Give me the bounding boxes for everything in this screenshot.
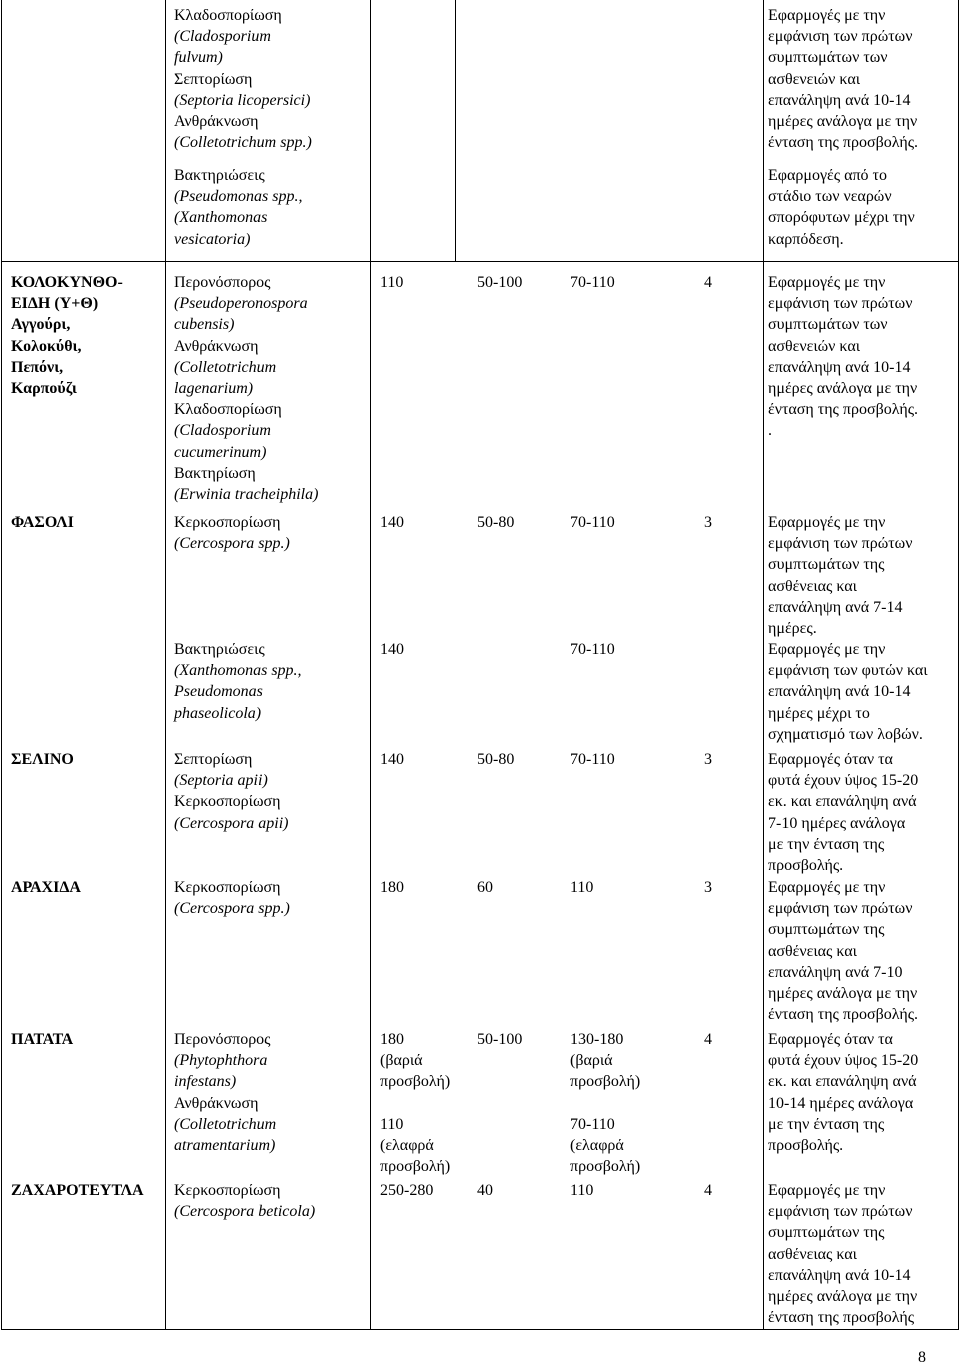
notes-text-line: συμπτωμάτων των: [768, 49, 888, 67]
notes-text-line: συμπτωμάτων των: [768, 316, 888, 334]
interval-value-line: (βαριά: [570, 1052, 613, 1070]
interval-value: [570, 877, 593, 898]
notes-text-line: με την ένταση της: [768, 1115, 885, 1133]
disease-name-line: (Cercospora apii): [174, 814, 289, 832]
notes-text-line: ημέρες ανάλογα με την: [768, 380, 918, 398]
dose-value-line: 110: [380, 1115, 404, 1133]
interval-value-line: [570, 1093, 640, 1114]
notes-text-line: συμπτωμάτων της: [768, 556, 885, 574]
crop-name-line: ΠΑΤΑΤΑ: [11, 1031, 74, 1048]
disease-name-line: (Cercospora spp.): [174, 900, 290, 918]
notes-text-line: εμφάνιση των πρώτων: [768, 28, 913, 46]
applications-value: [704, 1029, 712, 1050]
water-value-line: 50-100: [477, 1031, 523, 1048]
water-value: [477, 272, 522, 293]
notes-text-line: επανάληψη ανά 7-10: [768, 963, 903, 981]
disease-name-line: (Phytophthora: [174, 1052, 268, 1070]
notes-text-line: συμπτωμάτων της: [768, 921, 885, 939]
notes-text-line: προσβολής.: [768, 857, 844, 875]
disease-name-line: (Xanthomonas: [174, 209, 268, 227]
crop-name: [11, 1029, 73, 1050]
dose-value-line: 180: [380, 879, 404, 896]
notes-text-line: φυτά έχουν ύψος 15-20: [768, 772, 919, 790]
notes-text-line: ασθένειας και: [768, 1245, 857, 1263]
notes-text-line: ένταση της προσβολής.: [768, 134, 919, 152]
crop-name-line: ΑΡΑΧΙΔΑ: [11, 879, 81, 896]
border-bottom: [1, 1329, 959, 1330]
dose-value-line: 140: [380, 514, 404, 531]
disease-name-line: cucumerinum): [174, 443, 267, 461]
crop-name-line: ΣΕΛΙΝΟ: [11, 751, 74, 768]
notes-text-line: επανάληψη ανά 10-14: [768, 683, 911, 701]
dose-value: [380, 749, 404, 770]
interval-value-line: 70-110: [570, 1115, 615, 1133]
crop-name-line: Πεπόνι,: [11, 358, 64, 376]
notes-text-line: Εφαρμογές με την: [768, 1182, 886, 1199]
dose-value: [380, 512, 404, 533]
crop-name-line: Κολοκύθι,: [11, 337, 82, 355]
notes-text: [768, 1029, 918, 1156]
notes-text-line: εμφάνιση των πρώτων: [768, 900, 913, 918]
disease-name-line: Κλαδοσπορίωση: [174, 7, 282, 24]
interval-value: [570, 272, 615, 293]
disease-name-line: Ανθράκνωση: [174, 1094, 259, 1112]
disease-name-line: Κερκοσπορίωση: [174, 793, 281, 811]
notes-text-line: εμφάνιση των πρώτων: [768, 295, 913, 313]
water-value-line: 40: [477, 1182, 493, 1199]
disease-name-line: (Pseudomonas spp.,: [174, 188, 303, 206]
notes-text: [768, 165, 915, 250]
dose-value-line: προσβολή): [380, 1073, 451, 1091]
crop-name-line: ΖΑΧΑΡΟΤΕΥΤΛΑ: [11, 1182, 144, 1199]
disease-name-line: cubensis): [174, 316, 235, 334]
disease-name-line: infestans): [174, 1073, 237, 1091]
disease-name-line: Περονόσπορος: [174, 1031, 271, 1048]
dose-value-line: προσβολή): [380, 1158, 451, 1176]
notes-text-line: εκ. και επανάληψη ανά: [768, 793, 917, 811]
disease-name: [174, 1180, 315, 1222]
disease-name-line: (Colletotrichum spp.): [174, 134, 312, 152]
disease-name-line: fulvum): [174, 49, 223, 67]
disease-name-line: Κλαδοσπορίωση: [174, 401, 282, 419]
crop-name-line: ΚΟΛΟΚΥΝΘΟ-: [11, 274, 123, 291]
applications-value: [704, 272, 712, 293]
disease-name-line: lagenarium): [174, 380, 254, 398]
notes-text-line: ασθένειας και: [768, 577, 857, 595]
applications-value: [704, 877, 712, 898]
applications-value: [704, 749, 712, 770]
dose-value: [380, 1180, 433, 1201]
notes-text-line: ημέρες ανάλογα με την: [768, 1288, 918, 1306]
interval-value-line: προσβολή): [570, 1073, 641, 1091]
disease-name: [174, 1029, 276, 1156]
notes-text-line: επανάληψη ανά 10-14: [768, 91, 911, 109]
disease-name-line: (Septoria licopersici): [174, 91, 311, 109]
crop-name: [11, 512, 74, 533]
disease-name-line: Σεπτορίωση: [174, 70, 253, 88]
disease-name-line: Ανθράκνωση: [174, 113, 259, 131]
water-value-line: 50-80: [477, 514, 515, 531]
disease-name-line: Ανθράκνωση: [174, 337, 259, 355]
disease-name-line: (Cercospora beticola): [174, 1203, 316, 1221]
notes-text-line: προσβολής.: [768, 1137, 844, 1155]
dose-value: [380, 1029, 450, 1177]
disease-name-line: (Colletotrichum: [174, 358, 277, 376]
notes-text-line: φυτά έχουν ύψος 15-20: [768, 1052, 919, 1070]
notes-text-line: ημέρες μέχρι το: [768, 704, 870, 722]
crop-name-line: Καρπούζι: [11, 380, 77, 398]
notes-text-line: σπορόφυτων μέχρι την: [768, 209, 915, 227]
notes-text: [768, 749, 918, 876]
disease-name-line: Κερκοσπορίωση: [174, 879, 281, 896]
interval-value-line: 130-180: [570, 1031, 624, 1048]
applications-value-line: 3: [704, 751, 712, 768]
disease-name-line: Κερκοσπορίωση: [174, 1182, 281, 1199]
border-left: [1, 0, 2, 1330]
dose-value-line: [380, 1093, 450, 1114]
interval-value-line: (ελαφρά: [570, 1137, 624, 1155]
water-value: [477, 749, 514, 770]
water-value: [477, 1180, 493, 1201]
notes-text-line: ημέρες.: [768, 620, 817, 638]
notes-text-line: εμφάνιση των πρώτων: [768, 1203, 913, 1221]
notes-text-line: Εφαρμογές όταν τα: [768, 751, 893, 768]
notes-text: [768, 5, 918, 153]
notes-text-line: ένταση της προσβολής.: [768, 401, 919, 419]
dose-value: [380, 877, 404, 898]
notes-text-line: ημέρες ανάλογα με την: [768, 985, 918, 1003]
water-value: [477, 1029, 522, 1050]
crop-name: [11, 272, 123, 399]
dose-value-line: 250-280: [380, 1182, 434, 1199]
disease-name-line: phaseolicola): [174, 704, 262, 722]
notes-text-line: ασθενειών και: [768, 70, 861, 88]
water-value: [477, 877, 493, 898]
interval-value: [570, 1180, 593, 1201]
disease-name-line: Pseudomonas: [174, 683, 263, 701]
notes-text-line: καρπόδεση.: [768, 230, 844, 248]
disease-name-line: Βακτηριώσεις: [174, 641, 265, 658]
notes-text-line: Εφαρμογές με την: [768, 641, 886, 658]
disease-name-line: Βακτηρίωση: [174, 464, 256, 482]
disease-name-line: (Septoria apii): [174, 772, 268, 790]
crop-name-line: ΦΑΣΟΛΙ: [11, 514, 74, 531]
border-col-apps: [455, 0, 456, 261]
dose-value-line: 110: [380, 274, 404, 291]
disease-name: [174, 749, 289, 834]
notes-text-line: συμπτωμάτων της: [768, 1224, 885, 1242]
applications-value: [704, 512, 712, 533]
notes-text-line: εκ. και επανάληψη ανά: [768, 1073, 917, 1091]
notes-text-line: Εφαρμογές όταν τα: [768, 1031, 893, 1048]
applications-value-line: 4: [704, 274, 712, 291]
interval-value: [570, 749, 615, 770]
applications-value-line: 3: [704, 879, 712, 896]
notes-text-line: επανάληψη ανά 10-14: [768, 1266, 911, 1284]
disease-name-line: Βακτηριώσεις: [174, 167, 265, 184]
disease-name: [174, 639, 302, 724]
dose-value: [380, 639, 404, 660]
notes-text-line: Εφαρμογές από το: [768, 167, 887, 184]
notes-text: [768, 272, 918, 442]
border-col-disease: [165, 0, 166, 1330]
interval-value: [570, 639, 615, 660]
disease-name-line: (Erwinia tracheiphila): [174, 486, 319, 504]
applications-value-line: 3: [704, 514, 712, 531]
crop-name: [11, 749, 74, 770]
interval-value-line: 110: [570, 879, 594, 896]
crop-name: [11, 877, 81, 898]
disease-name: [174, 165, 302, 250]
notes-text-line: ένταση της προσβολής: [768, 1309, 915, 1327]
disease-name-line: (Colletotrichum: [174, 1115, 277, 1133]
water-value-line: 50-100: [477, 274, 523, 291]
disease-name-line: (Cercospora spp.): [174, 535, 290, 553]
notes-text-line: 10-14 ημέρες ανάλογα: [768, 1094, 914, 1112]
notes-text-line: Εφαρμογές με την: [768, 274, 886, 291]
dose-value-line: (ελαφρά: [380, 1137, 434, 1155]
water-value-line: 60: [477, 879, 493, 896]
notes-text-line: ασθένειας και: [768, 942, 857, 960]
notes-text: [768, 639, 928, 745]
dose-value-line: 140: [380, 751, 404, 768]
disease-name-line: (Cladosporium: [174, 422, 271, 440]
applications-value-line: 4: [704, 1182, 712, 1199]
dose-value-line: 140: [380, 641, 404, 658]
interval-value: [570, 512, 615, 533]
border-right: [958, 0, 959, 1330]
crop-name-line: Αγγούρι,: [11, 316, 71, 334]
disease-name-line: vesicatoria): [174, 230, 251, 248]
page-number: 8: [918, 1349, 926, 1366]
notes-text-line: επανάληψη ανά 7-14: [768, 598, 903, 616]
disease-name: [174, 512, 290, 554]
disease-name-line: (Cladosporium: [174, 28, 271, 46]
notes-text-line: σχηματισμό των λοβών.: [768, 725, 923, 743]
disease-name-line: Περονόσπορος: [174, 274, 271, 291]
notes-text-line: Εφαρμογές με την: [768, 7, 886, 24]
interval-value: [570, 1029, 640, 1177]
notes-text-line: .: [768, 422, 772, 440]
interval-value-line: 70-110: [570, 641, 615, 658]
notes-text-line: εμφάνιση των φυτών και: [768, 662, 928, 680]
disease-name-line: atramentarium): [174, 1137, 276, 1155]
interval-value-line: 70-110: [570, 514, 615, 531]
disease-name: [174, 877, 290, 919]
border-col-notes: [763, 0, 764, 1330]
notes-text: [768, 877, 918, 1025]
disease-name: [174, 5, 312, 153]
interval-value-line: 70-110: [570, 274, 615, 291]
applications-value: [704, 1180, 712, 1201]
dose-value-line: 180: [380, 1031, 404, 1048]
notes-text-line: στάδιο των νεαρών: [768, 188, 892, 206]
notes-text-line: επανάληψη ανά 10-14: [768, 358, 911, 376]
interval-value-line: 110: [570, 1182, 594, 1199]
interval-value-line: 70-110: [570, 751, 615, 768]
notes-text-line: ένταση της προσβολής.: [768, 1006, 919, 1024]
notes-text-line: εμφάνιση των πρώτων: [768, 535, 913, 553]
notes-text: [768, 512, 912, 639]
notes-text: [768, 1180, 917, 1328]
notes-text-line: Εφαρμογές με την: [768, 879, 886, 896]
crop-name: [11, 1180, 144, 1201]
crop-name-line: ΕΙΔΗ (Υ+Θ): [11, 295, 99, 313]
notes-text-line: Εφαρμογές με την: [768, 514, 886, 531]
notes-text-line: ημέρες ανάλογα με την: [768, 113, 918, 131]
interval-value-line: προσβολή): [570, 1158, 641, 1176]
border-col-numbers: [370, 0, 371, 1330]
border-row-sep: [1, 261, 959, 262]
disease-name-line: (Xanthomonas spp.,: [174, 662, 302, 680]
notes-text-line: 7-10 ημέρες ανάλογα: [768, 814, 906, 832]
notes-text-line: με την ένταση της: [768, 835, 885, 853]
water-value-line: 50-80: [477, 751, 515, 768]
dose-value-line: (βαριά: [380, 1052, 423, 1070]
disease-name: [174, 272, 318, 505]
water-value: [477, 512, 514, 533]
applications-value-line: 4: [704, 1031, 712, 1048]
disease-name-line: Κερκοσπορίωση: [174, 514, 281, 531]
disease-name-line: (Pseudoperonospora: [174, 295, 308, 313]
dose-value: [380, 272, 403, 293]
notes-text-line: ασθενειών και: [768, 337, 861, 355]
disease-name-line: Σεπτορίωση: [174, 751, 253, 768]
